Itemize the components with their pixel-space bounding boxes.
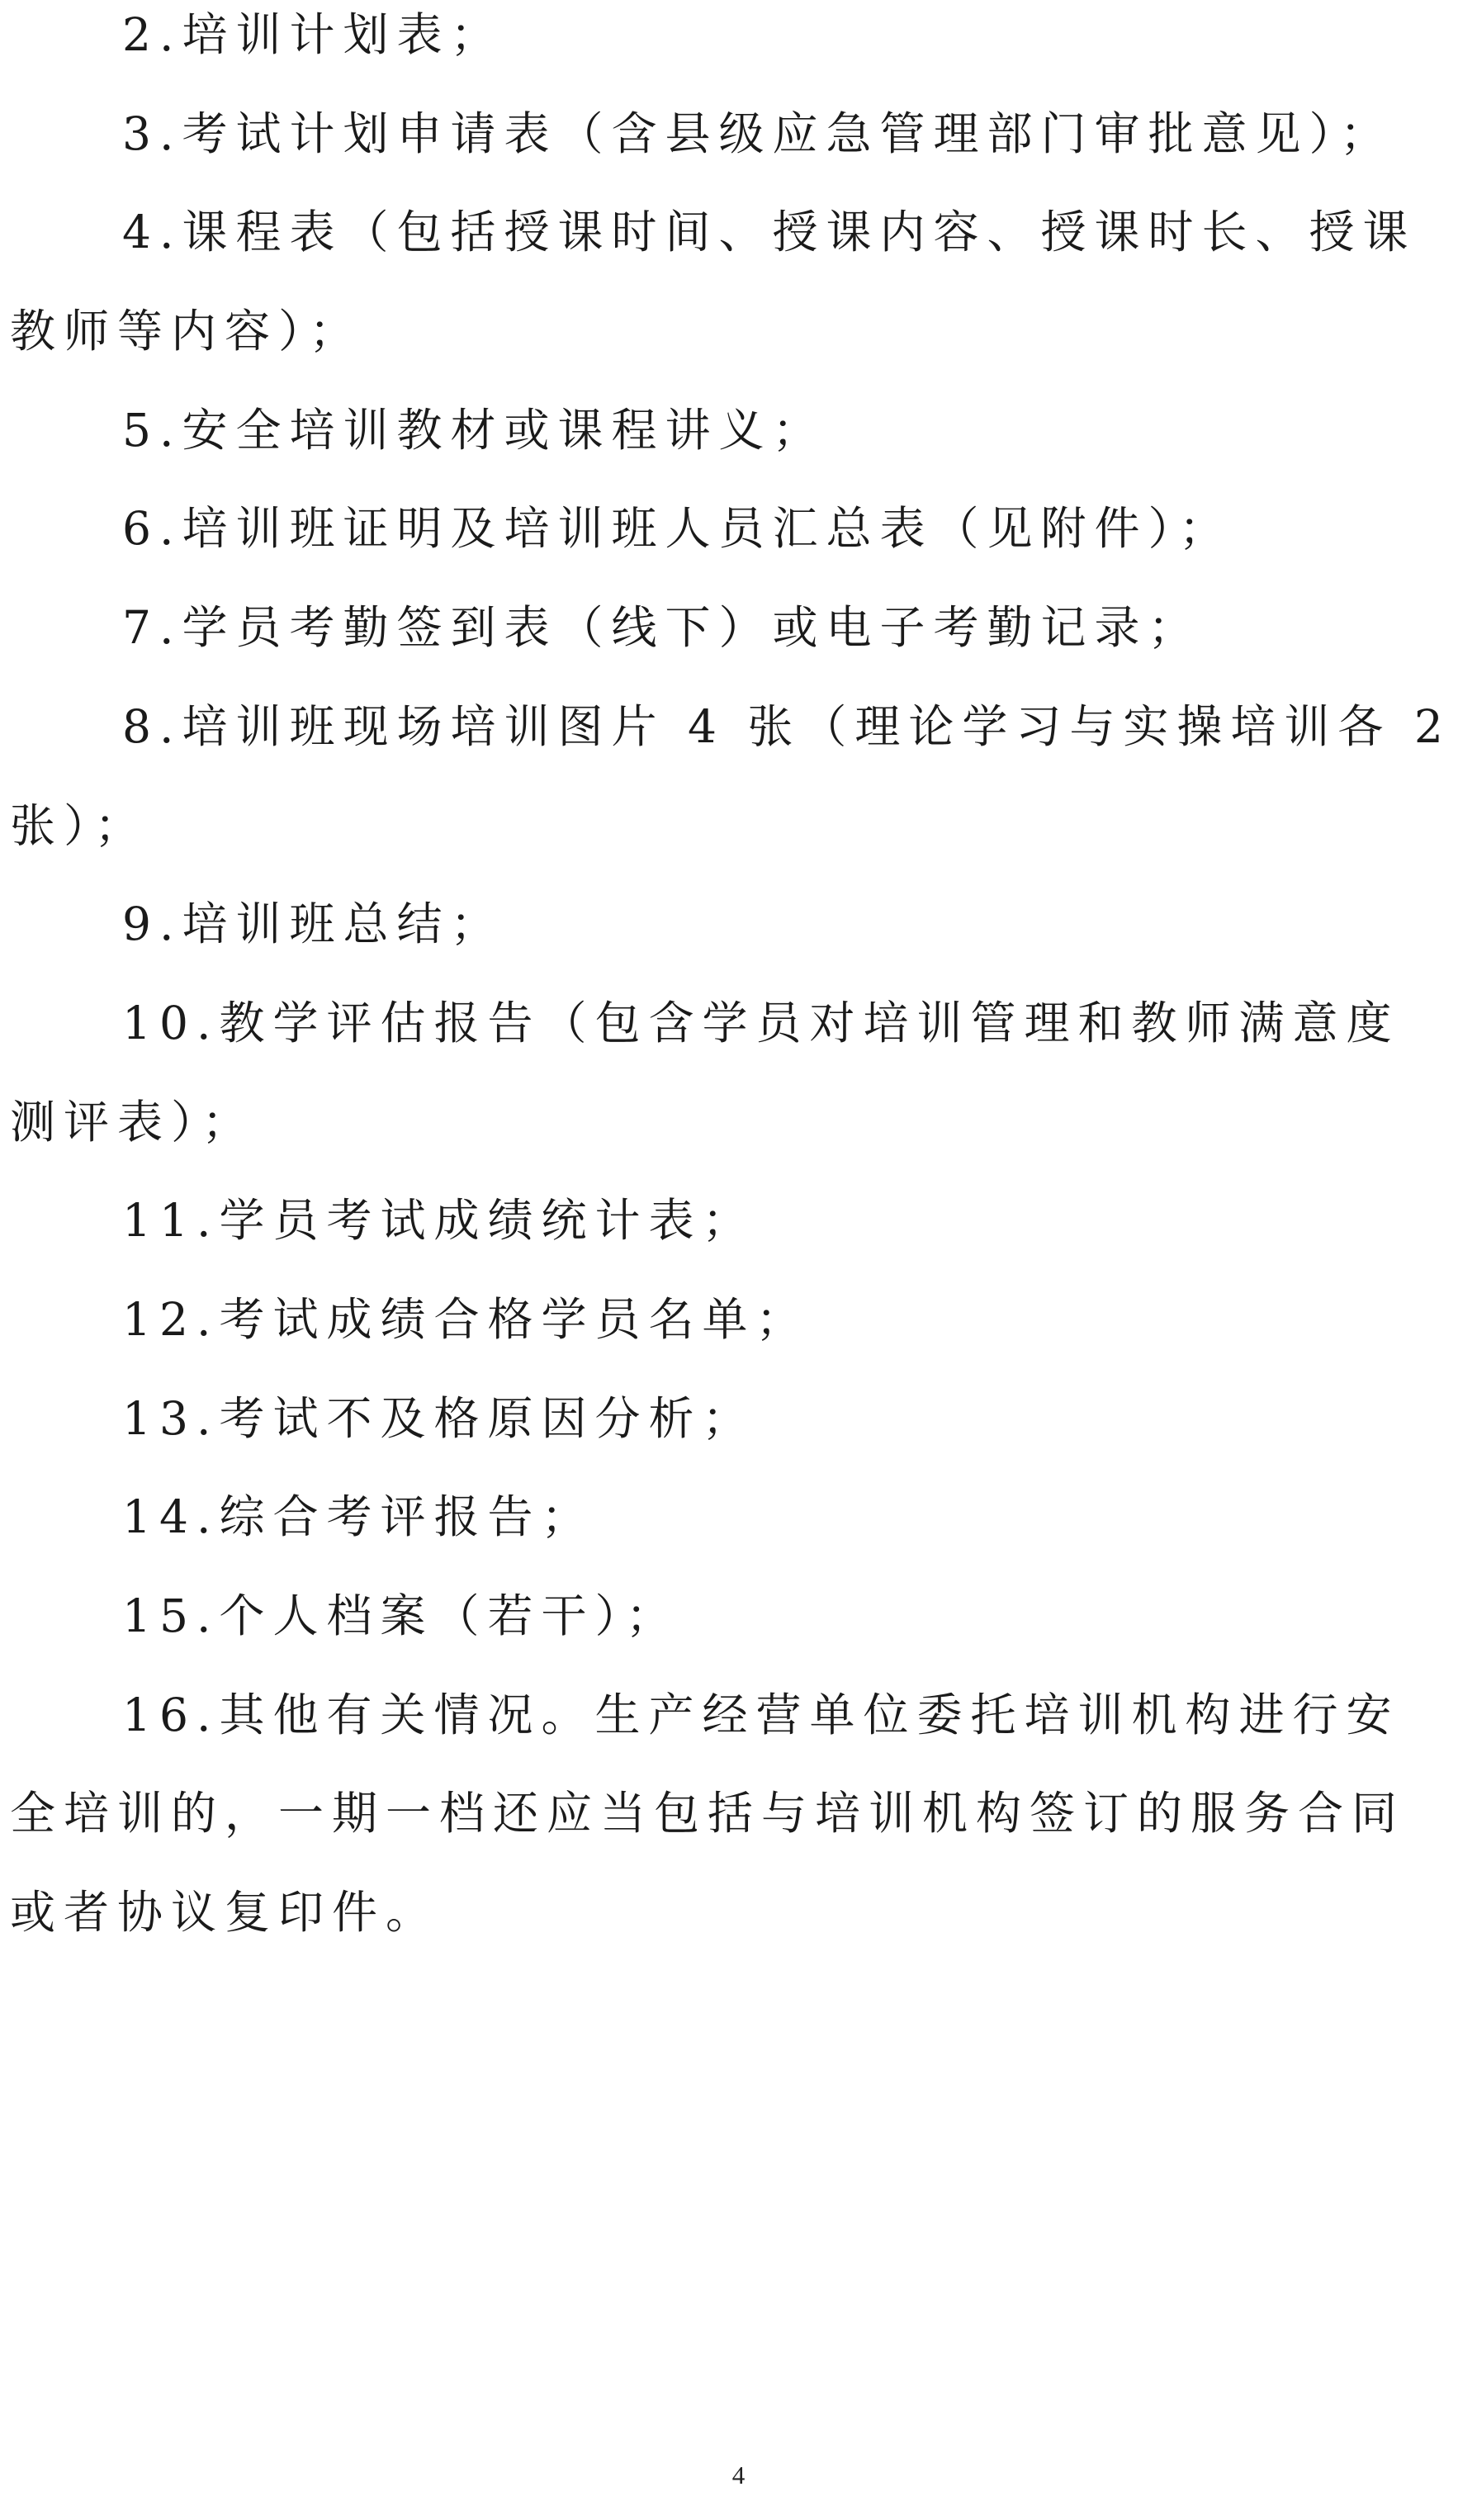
list-item-16-continued-2: 或者协议复印件。	[10, 1886, 440, 1940]
list-item-9: 9.培训班总结；	[122, 898, 504, 951]
list-item-15: 15.个人档案（若干）；	[122, 1589, 679, 1642]
list-item-5: 5.安全培训教材或课程讲义；	[122, 403, 826, 457]
list-item-7: 7.学员考勤签到表（线下）或电子考勤记录；	[122, 601, 1202, 655]
list-item-12: 12.考试成绩合格学员名单；	[122, 1292, 810, 1346]
list-item-4: 4.课程表（包括授课时间、授课内容、授课时长、授课	[122, 206, 1417, 259]
list-item-8-continued: 张）；	[10, 798, 149, 852]
list-item-10: 10.教学评估报告（包含学员对培训管理和教师满意度	[122, 996, 1400, 1049]
list-item-6: 6.培训班证明及培训班人员汇总表（见附件）；	[122, 502, 1233, 556]
list-item-10-continued: 测评表）；	[10, 1095, 256, 1149]
list-item-16: 16.其他有关情况。生产经营单位委托培训机构进行安	[122, 1688, 1400, 1741]
list-item-8: 8.培训班现场培训图片 4 张（理论学习与实操培训各 2	[122, 699, 1451, 753]
list-item-16-continued-1: 全培训的，一期一档还应当包括与培训机构签订的服务合同	[10, 1787, 1406, 1840]
list-item-14: 14.综合考评报告；	[122, 1490, 595, 1544]
list-item-11: 11.学员考试成绩统计表；	[122, 1194, 756, 1248]
list-item-4-continued: 教师等内容）；	[10, 305, 363, 358]
list-item-3: 3.考试计划申请表（含县级应急管理部门审批意见）；	[122, 107, 1394, 160]
document-body	[10, 0, 1471, 1977]
list-item-13: 13.考试不及格原因分析；	[122, 1391, 756, 1445]
list-item-2: 2.培训计划表；	[122, 8, 504, 61]
page-number: 4	[731, 2461, 746, 2489]
